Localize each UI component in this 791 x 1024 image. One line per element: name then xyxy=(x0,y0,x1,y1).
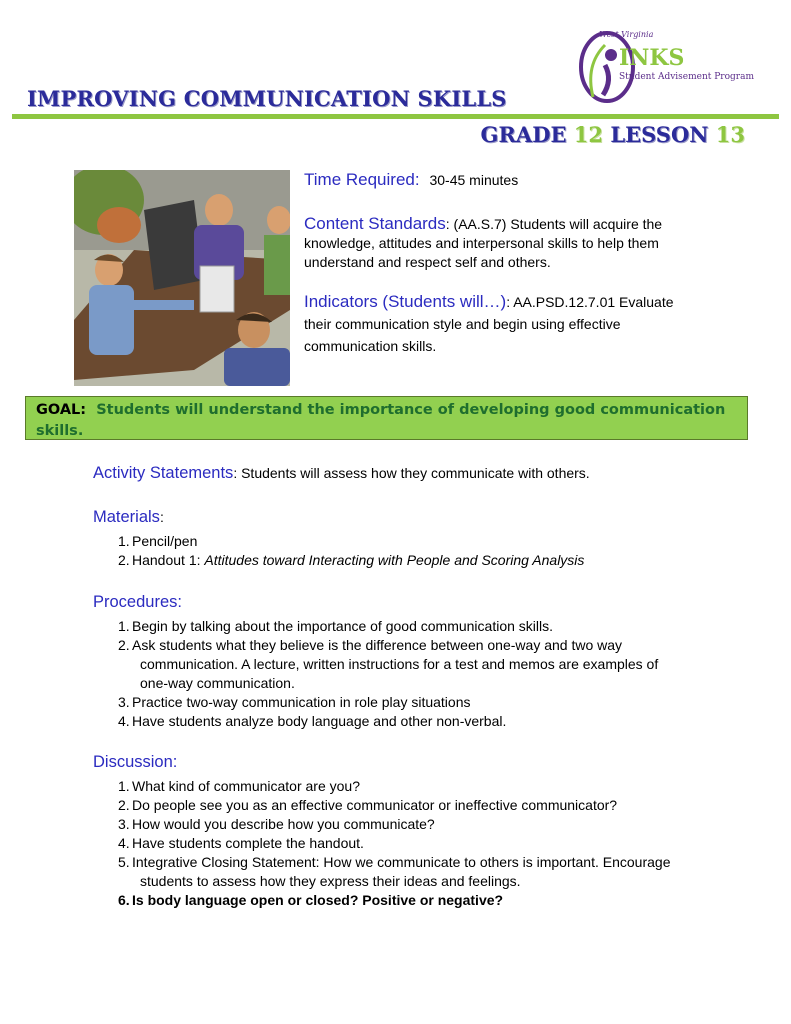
goal-label: GOAL: xyxy=(36,402,87,418)
list-item: 1. Pencil/pen xyxy=(118,533,198,549)
materials-colon: : xyxy=(159,509,164,525)
indicators xyxy=(304,291,694,357)
logo-top-text: West Virginia xyxy=(599,30,654,39)
title-divider xyxy=(12,114,779,119)
list-item: 4. Have students complete the handout. xyxy=(118,835,364,851)
materials-label: Materials xyxy=(93,508,160,526)
materials-heading xyxy=(93,508,164,527)
list-item: 1. Begin by talking about the importance of good communication skills. xyxy=(118,618,554,634)
list-item-continuation: students to assess how they express their ideas and feelings. xyxy=(140,873,521,889)
content-standards-value: : (AA.S.7) Students will acquire the knowledge, attitudes and interpersonal skills to help them understand and respect self and others. xyxy=(304,216,663,270)
goal-text: Students will understand the importance of developing good communication skills. xyxy=(36,402,726,439)
activity-statements xyxy=(93,464,590,483)
lesson-number: 13 xyxy=(715,122,745,147)
list-item: 3. How would you describe how you communicate? xyxy=(118,816,435,832)
list-item: 1. What kind of communicator are you? xyxy=(118,778,360,794)
materials-list xyxy=(118,532,708,570)
time-required xyxy=(304,170,694,190)
meeting-clipart-image xyxy=(74,170,290,386)
grade-number: 12 xyxy=(573,122,603,147)
logo-subtitle: Student Advisement Program xyxy=(619,72,754,82)
content-standards xyxy=(304,214,694,272)
activity-label: Activity Statements xyxy=(93,464,234,482)
activity-text: : Students will assess how they communicate with others. xyxy=(233,465,590,481)
list-item: 6. Is body language open or closed? Positive or negative? xyxy=(118,892,504,908)
list-item: 4. Have students analyze body language and other non-verbal. xyxy=(118,713,507,729)
indicators-value: : AA.PSD.12.7.01 Evaluate their communication style and begin using effective communication skills. xyxy=(304,294,674,354)
procedures-list xyxy=(118,617,708,731)
time-required-label: Time Required: xyxy=(304,170,420,189)
lesson-word: LESSON xyxy=(610,122,709,147)
list-item: 3. Practice two-way communication in role play situations xyxy=(118,694,471,710)
goal-box xyxy=(25,396,748,440)
list-item: 2. Handout 1: Attitudes toward Interacting with People and Scoring Analysis xyxy=(118,552,585,568)
indicators-label: Indicators (Students will…) xyxy=(304,292,507,311)
logo-brand: INKS xyxy=(619,45,685,71)
list-item-continuation: communication. A lecture, written instructions for a test and memos are examples of one-way communication. xyxy=(140,656,659,691)
list-item: 2. Do people see you as an effective communicator or ineffective communicator? xyxy=(118,797,618,813)
grade-lesson-heading xyxy=(481,122,745,147)
grade-word: GRADE xyxy=(480,122,567,147)
links-logo xyxy=(575,25,765,105)
list-item: 2. Ask students what they believe is the difference between one-way and two way xyxy=(118,637,623,653)
discussion-heading: Discussion: xyxy=(93,753,178,771)
content-standards-label: Content Standards xyxy=(304,214,446,233)
page-title: IMPROVING COMMUNICATION SKILLS xyxy=(27,86,507,111)
handout-title: Attitudes toward Interacting with People and Scoring Analysis xyxy=(204,552,585,568)
time-required-value: 30-45 minutes xyxy=(429,172,519,188)
discussion-list xyxy=(118,777,708,910)
list-item: 5. Integrative Closing Statement: How we communicate to others is important. Encourage xyxy=(118,854,671,870)
procedures-heading: Procedures: xyxy=(93,593,182,611)
